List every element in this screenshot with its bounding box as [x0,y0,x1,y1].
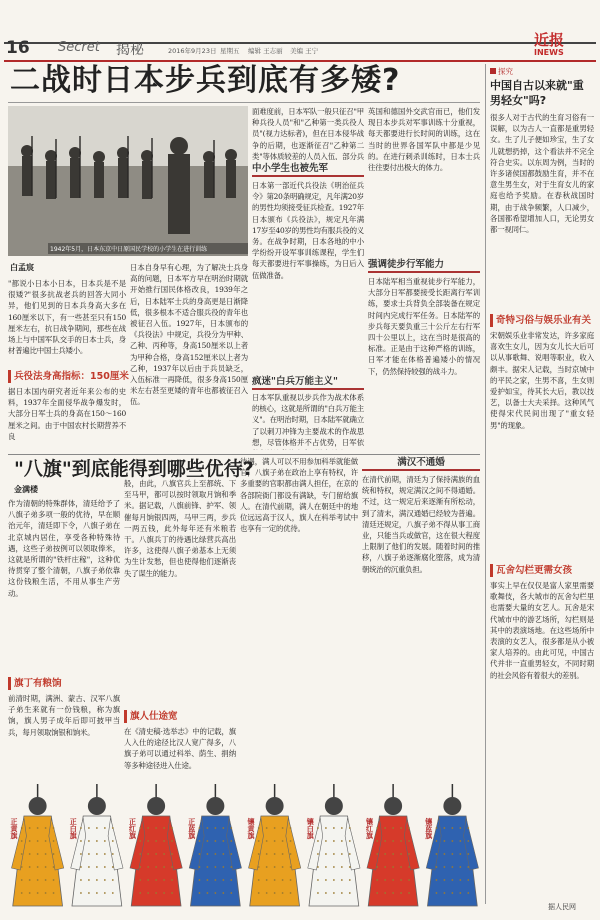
banner-armor-7 [367,784,419,906]
header-editor: 编辑 王志丽 [248,47,283,55]
main-col3-subhead2: 疯迷"白兵万能主义" [252,375,364,390]
sidebar-tag-label: 探究 [498,67,513,76]
header-weekday: 星期五 [220,47,240,55]
banner-label: 镶黄旗 [247,818,255,839]
sidebar-text3: 事实上早在仅仅是富人家里需要歌舞伎，各大城市的瓦舍勾栏里也需要大量的女艺人。瓦舍是宋代城市中的游艺场所，勾栏则是其中的表演场地。在这些场所中表演的女艺人，很多都是从小被家人培养的。由此可见，中国古代并非一直重男轻女，不同时期的社会风俗有着很大的差别。 [490,581,594,680]
main-col3-text3: 日本军队重视以步兵作为战术体系的核心，这就是所谓的"白兵万能主义"。在明治时期，日本陆军就确立了以刺刀冲锋为主要战术的作战思想，尽管体格并不占优势，日军依 [252,393,364,447]
main-col1-subhead: 兵役法身高指标：150厘米 [8,370,132,383]
banner-label: 正红旗 [128,818,137,839]
banner-strip [8,778,482,912]
sidebar-divider [485,64,486,904]
header-designer: 美编 王宁 [290,47,319,55]
bottom-col4-text: 在清代前期，清廷为了保持满族的血统和特权，规定满汉之间不得通婚。不过，这一规定后来逐渐有所松动，到了清末，满汉通婚已经较为普遍。清廷还规定，八旗子弟不得从事工商业，只能当兵或做官，这在很大程度上限制了他们的发展。随着时间的推移，八旗子弟逐渐腐化堕落，成为清朝统治的沉重负担。 [362,475,480,574]
banner-figures [8,778,482,912]
banner-armor-6 [308,784,360,906]
sidebar-headline: 中国自古以来就"重男轻女"吗? [490,79,584,107]
main-col3-subhead1: 中小学生也被先军 [252,162,364,177]
bottom-col1-subhead: 旗丁有粮饷 [8,677,126,690]
main-col4-text2: 日本陆军相当重视徒步行军能力，大部分日军都要接受长距离行军训练，要求士兵背负全部装备在规定时间内完成行军任务。日本陆军的步兵每天要负重三十公斤左右行军四十公里以上，这在当时是很高的标准。正是由于这种严格的训练，日军才能在体格普遍矮小的情况下，仍然保持较强的战斗力。 [368,277,480,376]
banner-label: 镶红旗 [365,818,374,839]
bottom-col2-text: 般，由此，八旗官兵上至都统、下至马甲，都可以按时领取月饷和季米。据记载，八旗前锋、护军、领催每月饷银四两，马甲三两，步兵一两五钱，此外每年还有米粮若干。八旗兵丁的待遇比绿营兵高出许多，这使得八旗子弟基本上无须为生计发愁，但也使得他们逐渐丧失了谋生的能力。 [124,479,236,578]
banner-armor-2 [71,784,123,906]
photo-caption: 1942年5月，日本东京中日原国民学校的小学生在进行训练 [48,243,248,254]
bottom-col1-text: 作为清朝的特殊群体，清廷给予了八旗子弟多项一般的优待，早在顺治元年，清廷即下令，八旗子弟在北京城内居住，享受各种特殊待遇，这些子弟按例可以领取俸米，这就是所谓的"铁杆庄稼"，这种优待贯穿了整个清朝，八旗子弟依靠这份钱粮生活，不用从事生产劳动。 [8,499,120,598]
main-photo [8,106,248,256]
banner-armor-8 [426,784,478,906]
sidebar-source: 据人民网 [548,903,576,911]
section-en: Secret [58,40,100,55]
banner-armor-5 [248,784,300,906]
sidebar-subhead1: 奇特习俗与娱乐业有关 [490,314,600,327]
banner-armor-3 [130,784,182,906]
bottom-headline: "八旗"到底能得到哪些优待? [14,458,254,480]
bottom-byline: 金满楼 [14,485,38,494]
banner-label: 正黄旗 [10,818,18,839]
sidebar-subhead2: 瓦舍勾栏更需女孩 [490,564,600,577]
main-col4-text: 英国和德国外交武官而已，他们发现日本步兵对军事训练十分重视，每天都要进行长时间的训练，这在当时的世界各国军队中都是少见的。在进行刺杀训练时，日本士兵往往要付出极大的体力。 [368,107,480,173]
headline-rule [8,102,480,103]
photo-soldiers-icon [8,106,248,256]
section-cn: 揭秘 [116,42,144,58]
main-col4-subhead: 强调徒步行军能力 [368,258,480,273]
bottom-col2-subhead: 旗人仕途宽 [124,710,242,723]
bottom-col1-text2: 前清时期，满洲、蒙古、汉军八旗子弟生来就有一份钱粮，称为旗饷，旗人男子成年后即可披甲当兵，每月领取饷银和饷米。 [8,694,120,737]
banner-label: 镶白旗 [306,818,315,839]
header-date: 2016年9月23日 [168,47,217,55]
banner-armor-1 [11,784,63,906]
main-col1-text2: 据日本国内研究者近年来公布的史料，1937年全面侵华战争爆发时，大部分日军士兵的身高在150～160厘米之间。由于中国农村长期营养不良 [8,387,126,441]
bottom-col4-subhead: 满汉不通婚 [362,456,480,471]
main-col1-text: "都说小日本小日本，日本兵是不是很矮?"很多抗战老兵的回答大同小异，他们见到的日本兵身高大多在160厘米以下，有一些甚至只有150厘米左右，抗日战争期间，那些在战场上与中国军队交手的日本士兵，身材普遍比中国士兵矮小。 [8,279,126,356]
main-col3-text2: 日本第一部近代兵役法《明治征兵令》第20条明确规定，凡年满20岁的男性均须接受征兵检查。1927年日本颁布《兵役法》，规定凡年满17岁至40岁的男性均有服兵役的义务。在战争时期，日本各地的中小学纷纷开设军事训练课程，学生们每天都要进行军事操练，为日后入伍做准备。 [252,181,364,280]
page-number: 16 [6,38,30,58]
banner-label: 正蓝旗 [187,818,196,839]
main-byline: 白孟宸 [10,263,34,272]
brand-logo [534,32,596,58]
main-col3-text: 面难度前，日本军队一般只征召"甲种兵役人员"和"乙种第一类兵役人员"(视力达标者)，但在日本侵华战争的后期，也逐渐征召"乙种第二类"等体质较差的人员入伍，部分兵 [252,107,364,160]
main-col2-text: 日本自身早有心理，为了解决士兵身高的问题，日本军方早在明治时期就开始推行国民体格改良，1939年之后，日本陆军士兵的身高更是日渐降低，很多根本不适合服兵役的青年也被征召入伍。1927年，日本颁布的《兵役法》中规定，兵役分为甲种、乙种、丙种等，身高150厘米以上者为甲种合格，身高152厘米以上者为乙种，1937年以后由于兵员缺乏，入伍标准一再降低，很多身高150厘米左右甚至更矮的青年也都被征召入伍。 [130,263,248,407]
brand-logo-en: INEWS [534,48,564,57]
banner-label: 镶蓝旗 [424,818,433,839]
bottom-col2-text2: 在《清史稿·选举志》中的记载，旗人入仕的途径比汉人宽广得多，八旗子弟可以通过科举、荫生、捐纳等多种途径进入仕途。 [124,727,236,770]
bottom-col3-text: 待遇，满人可以不用参加科举就能做官，八旗子弟在政治上享有特权，许多重要的官职都由满人担任，在京的各部院衙门都设有满缺，专门留给旗人。在清代前期，满人在朝廷中的地位远远高于汉人，旗人在科举考试中也享有一定的优待。 [240,457,358,534]
brand-logo-cn: 近报 [534,31,565,49]
banner-armor-4 [189,784,241,906]
sidebar-tag-marker-icon [490,68,496,74]
banner-label: 正白旗 [69,818,78,839]
sidebar-tag [490,66,513,77]
sidebar-text2: 宋朝娱乐业非常发达，许多家庭喜欢生女儿，因为女儿长大后可以从事歌舞、说唱等职业，收入颇丰。据宋人记载，当时京城中的平民之家，生男不喜，生女则爱护如宝，待其长大后，教以技艺，以备士大夫采择。这种风气使得宋代民间出现了"重女轻男"的现象。 [490,331,594,430]
sidebar-text1: 很多人对于古代的生育习俗有一误解，以为古人一直都是重男轻女。生了儿子便如珍宝，生了女儿就想扔掉，这个看法并不完全符合史实。以东周为例，当时的许多诸侯国都鼓励生育，并不在意生男生女，对于生育女儿的家庭也给予奖励。在春秋战国时期，由于战争频繁，人口减少，各国都希望增加人口，无论男女都一视同仁。 [490,113,594,235]
bottom-rule [8,454,480,455]
main-headline: 二战时日本步兵到底有多矮? [10,63,401,98]
